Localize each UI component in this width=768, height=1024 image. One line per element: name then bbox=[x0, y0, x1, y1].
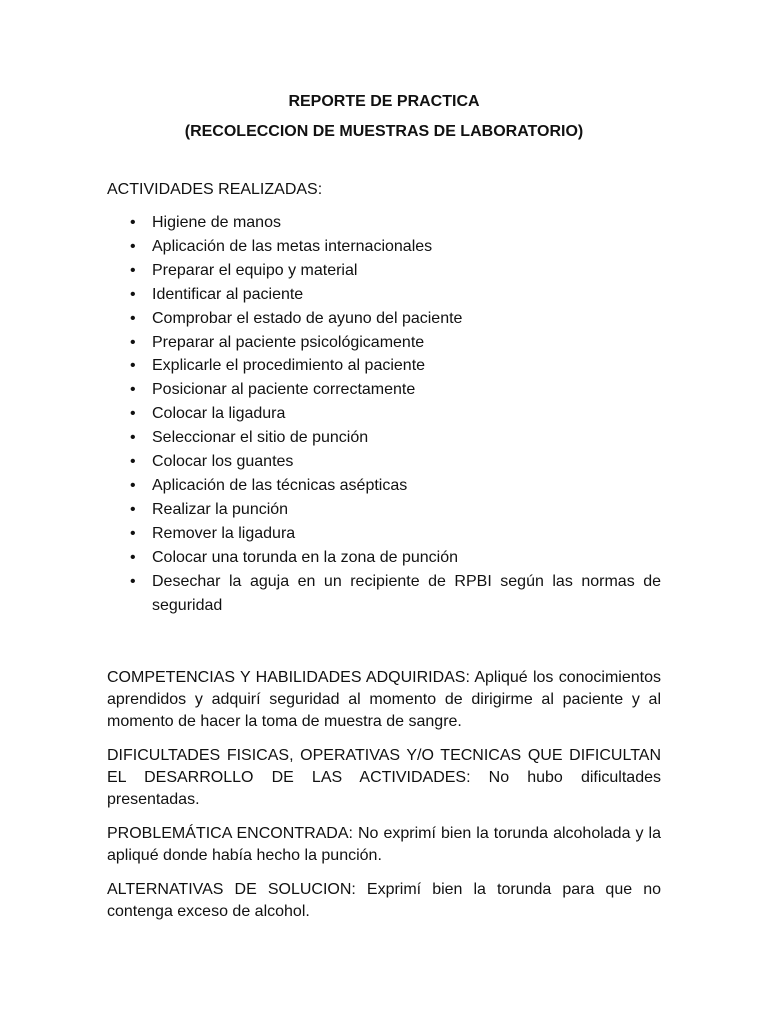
list-item: • Explicarle el procedimiento al paciente bbox=[107, 354, 661, 378]
alternativas-paragraph: ALTERNATIVAS DE SOLUCION: Exprimí bien la torunda para que no contenga exceso de alcohol. bbox=[107, 881, 661, 921]
list-item: • Comprobar el estado de ayuno del paciente bbox=[107, 307, 661, 331]
problematica-paragraph: PROBLEMÁTICA ENCONTRADA: No exprimí bien la torunda alcoholada y la apliqué donde había hecho la punción. bbox=[107, 825, 661, 865]
document-page bbox=[107, 91, 661, 935]
activities-heading: ACTIVIDADES REALIZADAS: bbox=[107, 181, 323, 198]
competencias-paragraph: COMPETENCIAS Y HABILIDADES ADQUIRIDAS: Apliqué los conocimientos aprendidos y adquirí seguridad al momento de dirigirme al paciente y al momento de hacer la toma de muestra de sangre. bbox=[107, 669, 661, 731]
list-item: • Colocar una torunda en la zona de punción bbox=[107, 546, 661, 570]
dificultades-paragraph: DIFICULTADES FISICAS, OPERATIVAS Y/O TECNICAS QUE DIFICULTAN EL DESARROLLO DE LAS ACTIVIDADES: No hubo dificultades presentadas. bbox=[107, 747, 661, 809]
list-item: • Identificar al paciente bbox=[107, 283, 661, 307]
list-item: • Aplicación de las metas internacionales bbox=[107, 235, 661, 259]
list-item: • Higiene de manos bbox=[107, 211, 661, 235]
activities-list bbox=[107, 211, 661, 617]
list-item: • Realizar la punción bbox=[107, 498, 661, 522]
list-item: • Seleccionar el sitio de punción bbox=[107, 426, 661, 450]
list-item: • Posicionar al paciente correctamente bbox=[107, 378, 661, 402]
report-title: REPORTE DE PRACTICA bbox=[288, 93, 480, 110]
list-item: • Colocar la ligadura bbox=[107, 402, 661, 426]
list-item: • Preparar al paciente psicológicamente bbox=[107, 331, 661, 355]
list-item: • Preparar el equipo y material bbox=[107, 259, 661, 283]
list-item: • Aplicación de las técnicas asépticas bbox=[107, 474, 661, 498]
report-subtitle: (RECOLECCION DE MUESTRAS DE LABORATORIO) bbox=[184, 123, 584, 140]
list-item: • Desechar la aguja en un recipiente de RPBI según las normas de seguridad bbox=[107, 570, 661, 618]
list-item: • Colocar los guantes bbox=[107, 450, 661, 474]
list-item: • Remover la ligadura bbox=[107, 522, 661, 546]
